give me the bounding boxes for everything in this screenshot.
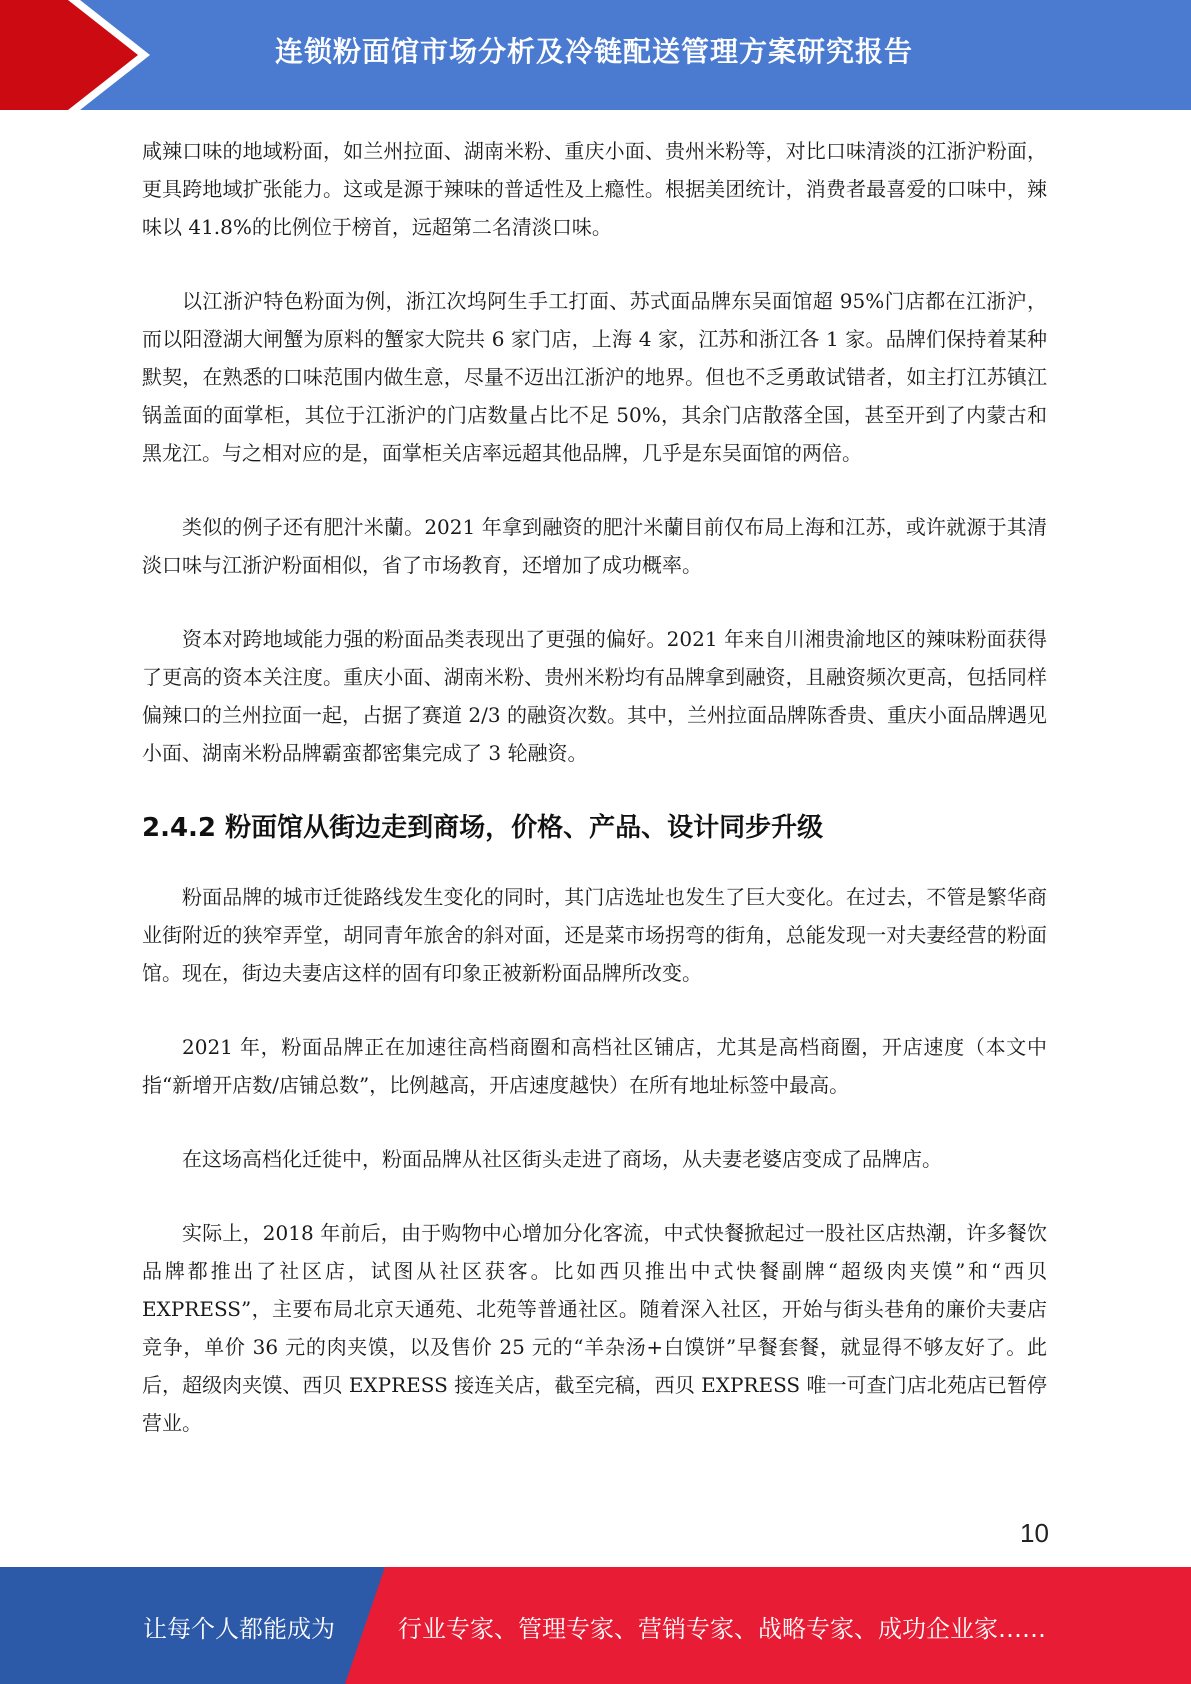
paragraph-6: 2021 年，粉面品牌正在加速往高档商圈和高档社区铺店，尤其是高档商圈，开店速度（本文中指“新增开店数/店铺总数”，比例越高，开店速度越快）在所有地址标签中最高。 xyxy=(142,1035,1047,1097)
paragraph-4: 资本对跨地域能力强的粉面品类表现出了更强的偏好。2021 年来自川湘贵渝地区的辣味粉面获得了更高的资本关注度。重庆小面、湖南米粉、贵州米粉均有品牌拿到融资，且融资频次更高，包括同样偏辣口的兰州拉面一起，占据了赛道 2/3 的融资次数。其中，兰州拉面品牌陈香贵、重庆小面品牌遇见小面、湖南米粉品牌霸蛮都密集完成了 3 轮融资。 xyxy=(142,627,1047,765)
paragraph-7: 在这场高档化迁徙中，粉面品牌从社区街头走进了商场，从夫妻老婆店变成了品牌店。 xyxy=(182,1147,942,1171)
header-chevron-icon xyxy=(0,0,138,110)
footer-slogan-left: 让每个人都能成为 xyxy=(143,1615,335,1643)
page-footer xyxy=(0,1567,1191,1684)
paragraph-5: 粉面品牌的城市迁徙路线发生变化的同时，其门店选址也发生了巨大变化。在过去，不管是繁华商业街附近的狭窄弄堂，胡同青年旅舍的斜对面，还是菜市场拐弯的街角，总能发现一对夫妻经营的粉面馆。现在，街边夫妻店这样的固有印象正被新粉面品牌所改变。 xyxy=(142,885,1047,985)
page-header xyxy=(0,0,1191,110)
paragraph-3: 类似的例子还有肥汁米蘭。2021 年拿到融资的肥汁米蘭目前仅布局上海和江苏，或许就源于其清淡口味与江浙沪粉面相似，省了市场教育，还增加了成功概率。 xyxy=(142,515,1047,577)
section-heading: 2.4.2 粉面馆从街边走到商场，价格、产品、设计同步升级 xyxy=(142,813,824,843)
footer-slogan-right: 行业专家、管理专家、营销专家、战略专家、成功企业家…… xyxy=(398,1615,1046,1643)
paragraph-8: 实际上，2018 年前后，由于购物中心增加分化客流，中式快餐掀起过一股社区店热潮，许多餐饮品牌都推出了社区店，试图从社区获客。比如西贝推出中式快餐副牌“超级肉夹馍”和“西贝EXPRESS”，主要布局北京天通苑、北苑等普通社区。随着深入社区，开始与街头巷角的廉价夫妻店竞争，单价 36 元的肉夹馍，以及售价 25 元的“羊杂汤+白馍饼”早餐套餐，就显得不够友好了。此后，超级肉夹馍、西贝 EXPRESS 接连关店，截至完稿，西贝 EXPRESS 唯一可查门店北苑店已暂停营业。 xyxy=(142,1221,1047,1435)
paragraph-1: 咸辣口味的地域粉面，如兰州拉面、湖南米粉、重庆小面、贵州米粉等，对比口味清淡的江浙沪粉面，更具跨地域扩张能力。这或是源于辣味的普适性及上瘾性。根据美团统计，消费者最喜爱的口味中，辣味以 41.8%的比例位于榜首，远超第二名清淡口味。 xyxy=(142,139,1047,239)
page-number: 10 xyxy=(1020,1518,1049,1548)
page-content xyxy=(142,132,1047,1478)
document-title: 连锁粉面馆市场分析及冷链配送管理方案研究报告 xyxy=(275,35,914,68)
paragraph-2: 以江浙沪特色粉面为例，浙江次坞阿生手工打面、苏式面品牌东吴面馆超 95%门店都在江浙沪，而以阳澄湖大闸蟹为原料的蟹家大院共 6 家门店，上海 4 家，江苏和浙江各 1 家。品牌们保持着某种默契，在熟悉的口味范围内做生意，尽量不迈出江浙沪的地界。但也不乏勇敢试错者，如主打江苏镇江锅盖面的面掌柜，其位于江浙沪的门店数量占比不足 50%，其余门店散落全国，甚至开到了内蒙古和黑龙江。与之相对应的是，面掌柜关店率远超其他品牌，几乎是东吴面馆的两倍。 xyxy=(142,289,1047,465)
